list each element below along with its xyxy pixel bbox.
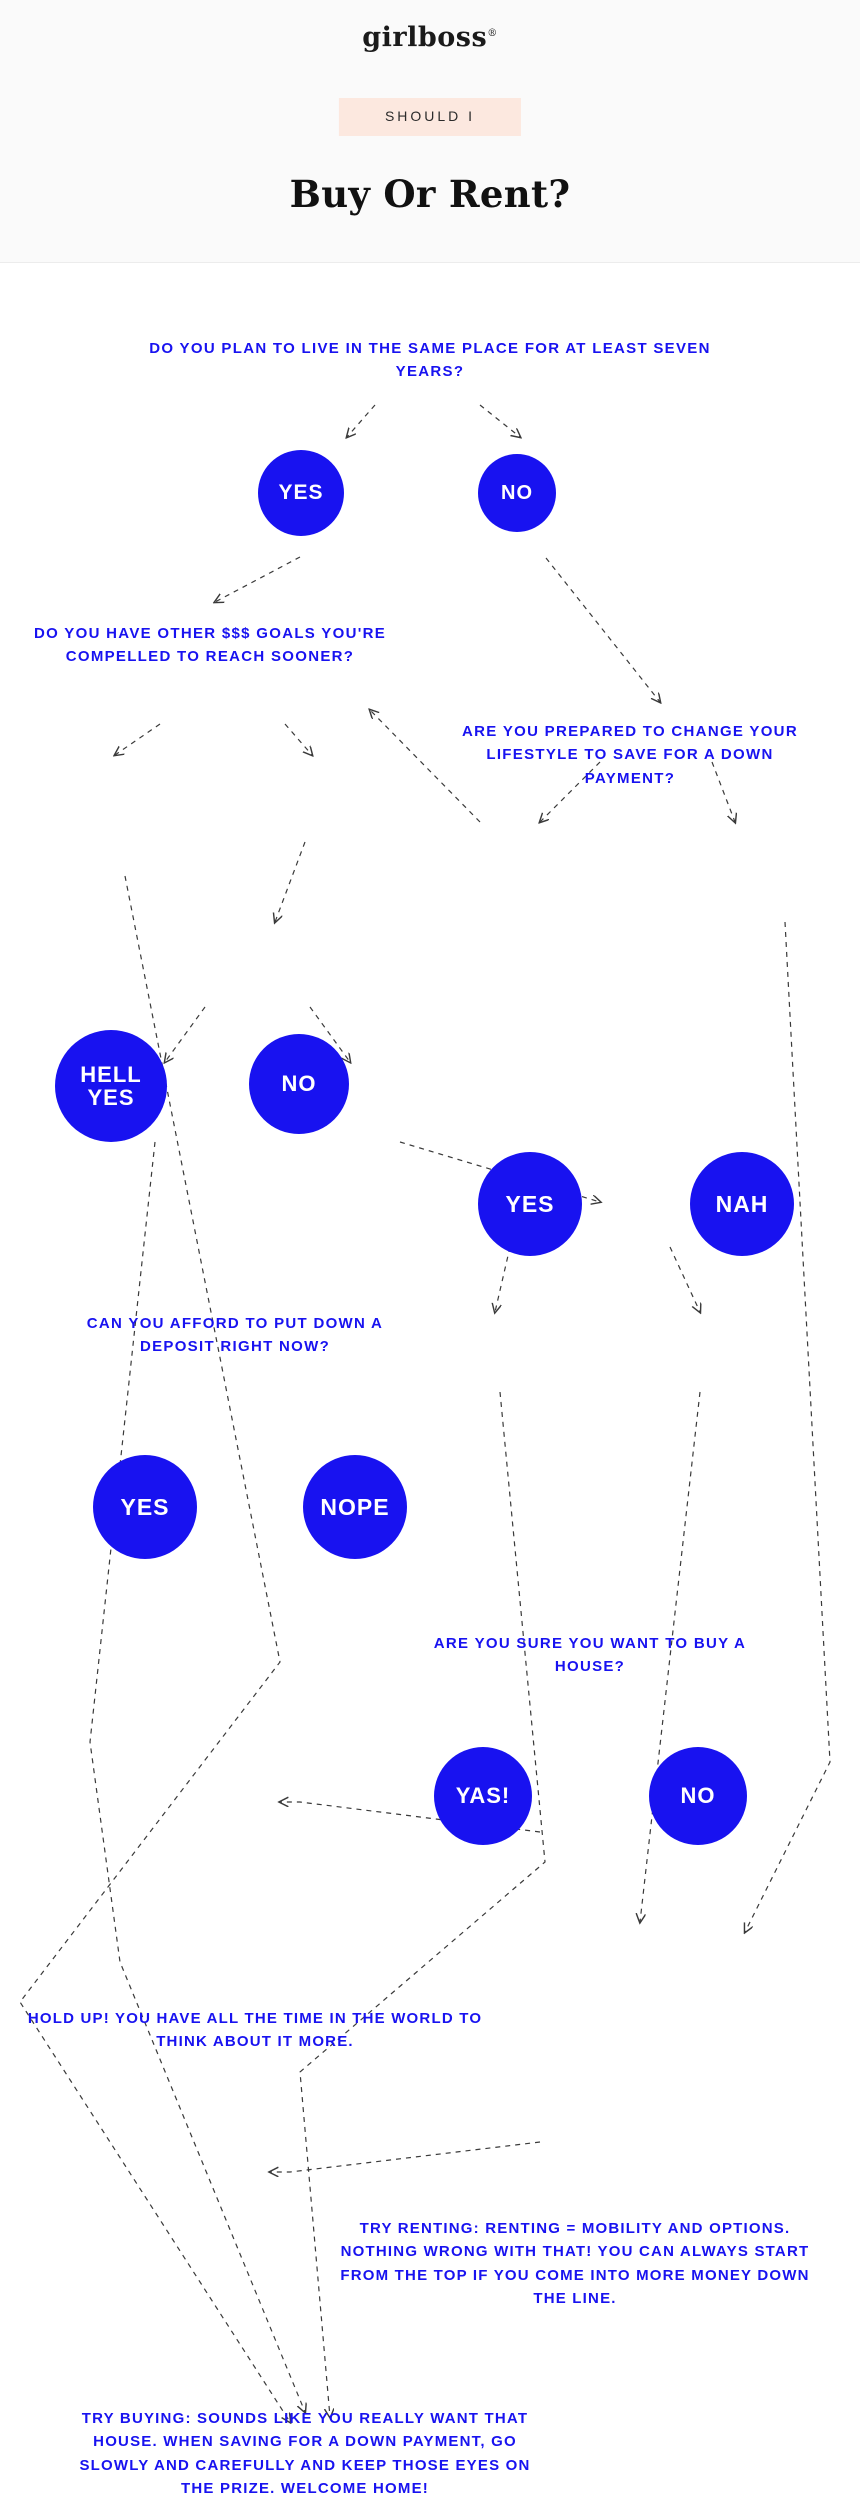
kicker-label: SHOULD I <box>384 108 476 124</box>
flowchart-connectors <box>0 262 860 2500</box>
header <box>0 0 860 263</box>
page-title: Buy Or Rent? <box>289 172 571 216</box>
brand-logo <box>0 22 860 53</box>
outcome-try-renting: TRY RENTING: RENTING = MOBILITY AND OPTIONS. NOTHING WRONG WITH THAT! YOU CAN ALWAYS START FROM THE TOP IF YOU COME INTO MORE MONEY DOWN THE LINE. <box>340 2220 810 2307</box>
question-2: DO YOU HAVE OTHER $$$ GOALS YOU'RE COMPELLED TO REACH SOONER? <box>34 625 386 666</box>
brand-name: girlboss <box>362 22 488 53</box>
answer-yas[interactable]: YAS! <box>434 1747 532 1845</box>
outcome-hold-up: HOLD UP! YOU HAVE ALL THE TIME IN THE WORLD TO THINK ABOUT IT MORE. <box>27 2010 483 2051</box>
outcome-try-buying: TRY BUYING: SOUNDS LIKE YOU REALLY WANT THAT HOUSE. WHEN SAVING FOR A DOWN PAYMENT, GO SLOWLY AND CAREFULLY AND KEEP THOSE EYES ON THE PRIZE. WELCOME HOME! <box>79 2410 531 2497</box>
question-3: ARE YOU PREPARED TO CHANGE YOUR LIFESTYLE TO SAVE FOR A DOWN PAYMENT? <box>462 723 798 787</box>
kicker-badge <box>339 98 521 136</box>
answer-yes-2[interactable]: YES <box>478 1152 582 1256</box>
answer-no-1[interactable]: NO <box>478 454 556 532</box>
answer-no-3[interactable]: NO <box>649 1747 747 1845</box>
answer-hell-yes-bubble[interactable]: HELL YES <box>55 1030 167 1142</box>
answer-no-2[interactable]: NO <box>249 1034 349 1134</box>
answer-yes-1[interactable]: YES <box>258 450 344 536</box>
answer-nope[interactable]: NOPE <box>303 1455 407 1559</box>
brand-registered-mark: ® <box>487 28 498 39</box>
answer-yes-3[interactable]: YES <box>93 1455 197 1559</box>
question-5: ARE YOU SURE YOU WANT TO BUY A HOUSE? <box>433 1635 747 1676</box>
question-1: DO YOU PLAN TO LIVE IN THE SAME PLACE FOR AT LEAST SEVEN YEARS? <box>149 340 711 381</box>
flowchart <box>0 262 860 2500</box>
answer-nah[interactable]: NAH <box>690 1152 794 1256</box>
question-4: CAN YOU AFFORD TO PUT DOWN A DEPOSIT RIGHT NOW? <box>86 1315 384 1356</box>
